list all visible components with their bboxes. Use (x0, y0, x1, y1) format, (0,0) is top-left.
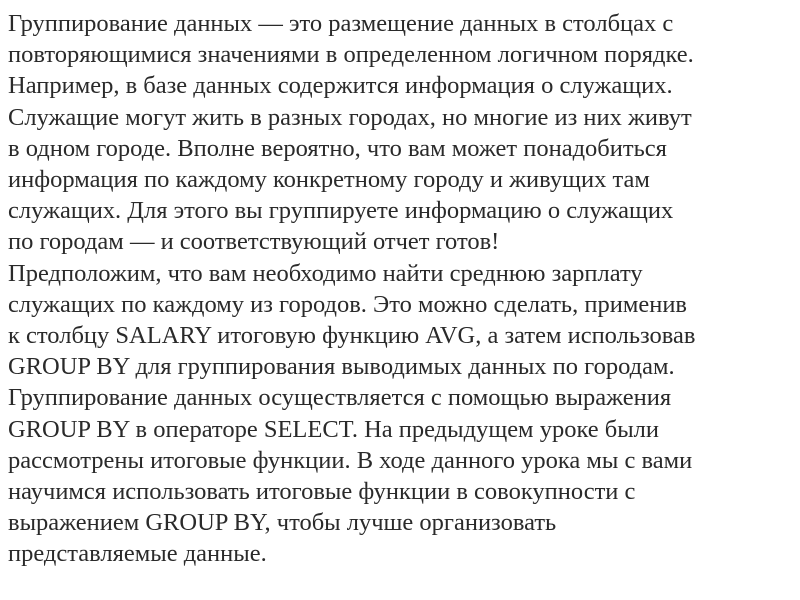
text-line: рассмотрены итоговые функции. В ходе данного урока мы с вами (8, 446, 693, 474)
text-line: Предположим, что вам необходимо найти среднюю зарплату (8, 259, 643, 287)
paragraph-average-salary-example (8, 258, 790, 383)
text-line: Группирование данных осуществляется с помощью выражения (8, 384, 672, 412)
text-line: выражением GROUP BY, чтобы лучше организовать (8, 509, 557, 537)
text-line: GROUP BY для группирования выводимых данных по городам. (8, 353, 675, 381)
text-line: Служащие могут жить в разных городах, но многие из них живут (8, 103, 692, 131)
text-line: Группирование данных — это размещение данных в столбцах с (8, 10, 674, 37)
text-line: к столбцу SALARY итоговую функцию AVG, а затем использовав (8, 322, 696, 350)
text-line: по городам — и соответствующий отчет готов! (8, 228, 500, 256)
text-line: в одном городе. Вполне вероятно, что вам может понадобиться (8, 134, 667, 162)
text-line: повторяющимися значениями в определенном логичном порядке. (8, 41, 694, 69)
text-line: Например, в базе данных содержится информация о служащих. (8, 72, 673, 100)
text-line: научимся использовать итоговые функции в совокупности с (8, 478, 636, 506)
text-line: информация по каждому конкретному городу и живущих там (8, 166, 650, 194)
paragraph-grouping-definition (8, 8, 790, 258)
text-line: GROUP BY в операторе SELECT. На предыдущем уроке были (8, 415, 659, 443)
text-line: представляемые данные. (8, 540, 267, 568)
text-line: служащих. Для этого вы группируете информацию о служащих (8, 197, 674, 225)
text-line: служащих по каждому из городов. Это можно сделать, применив (8, 290, 688, 318)
paragraph-group-by-lesson (8, 382, 790, 569)
